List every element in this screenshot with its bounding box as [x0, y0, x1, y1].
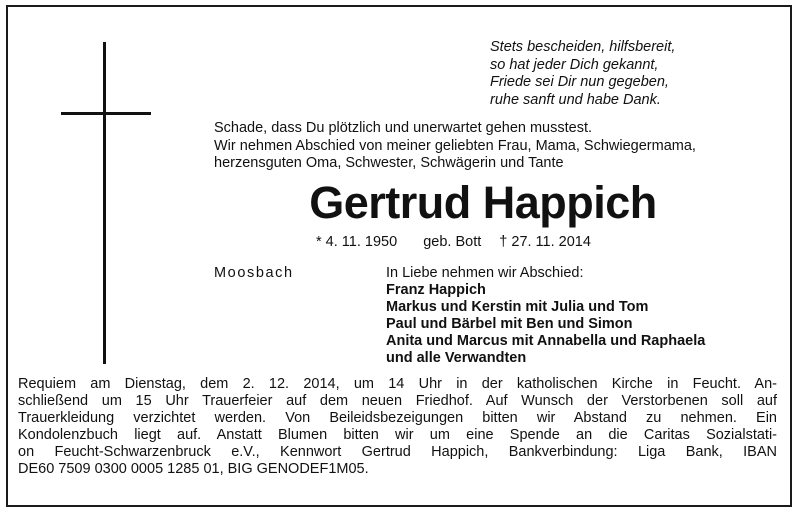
mourner-name: und alle Verwandten — [386, 350, 527, 366]
poem-line: ruhe sanft und habe Dank. — [490, 91, 661, 108]
deceased-name: Gertrud Happich — [309, 177, 657, 228]
life-dates — [316, 234, 591, 251]
notice-line: Trauerkleidung verzichtet werden. Von Beileidsbezeigungen bitten wir Abstand zu nehmen. Ein — [18, 410, 777, 426]
notice-line: on Feucht-Schwarzenbruck e.V., Kennwort Gertrud Happich, Bankverbindung: Liga Bank, IBAN — [18, 444, 777, 460]
birth-date: * 4. 11. 1950 — [316, 234, 398, 250]
service-notice — [18, 376, 777, 478]
mourner-name: Markus und Kerstin mit Julia und Tom — [386, 299, 649, 315]
intro-text — [214, 120, 774, 173]
mourners-list — [386, 282, 705, 367]
place-name: Moosbach — [214, 265, 294, 281]
maiden-name: geb. Bott — [423, 234, 482, 250]
poem-line: so hat jeder Dich gekannt, — [490, 56, 659, 73]
mourners-block — [386, 265, 705, 367]
poem — [490, 39, 770, 109]
intro-line: herzensguten Oma, Schwester, Schwägerin und Tante — [214, 155, 564, 171]
cross-icon-vertical — [103, 42, 106, 364]
intro-line: Wir nehmen Abschied von meiner geliebten Frau, Mama, Schwiegermama, — [214, 137, 696, 154]
mourner-name: Paul und Bärbel mit Ben und Simon — [386, 316, 633, 332]
poem-line: Stets bescheiden, hilfsbereit, — [490, 39, 676, 55]
notice-line: Kondolenzbuch liegt auf. Anstatt Blumen bitten wir um eine Spende an die Caritas Sozialstati- — [18, 427, 777, 443]
notice-line: schließend um 15 Uhr Trauerfeier auf dem neuen Friedhof. Auf Wunsch der Verstorbenen soll auf — [18, 393, 777, 409]
mourner-name: Franz Happich — [386, 282, 486, 298]
notice-line: DE60 7509 0300 0005 1285 01, BIG GENODEF1M05. — [18, 461, 369, 477]
intro-line: Schade, dass Du plötzlich und unerwartet gehen musstest. — [214, 120, 593, 136]
notice-line: Requiem am Dienstag, dem 2. 12. 2014, um 14 Uhr in der katholischen Kirche in Feucht. An- — [18, 376, 777, 392]
cross-icon-horizontal — [61, 112, 151, 115]
poem-line: Friede sei Dir nun gegeben, — [490, 74, 669, 90]
mourner-name: Anita und Marcus mit Annabella und Raphaela — [386, 333, 706, 349]
death-date: † 27. 11. 2014 — [499, 234, 591, 250]
mourners-lead: In Liebe nehmen wir Abschied: — [386, 265, 584, 281]
